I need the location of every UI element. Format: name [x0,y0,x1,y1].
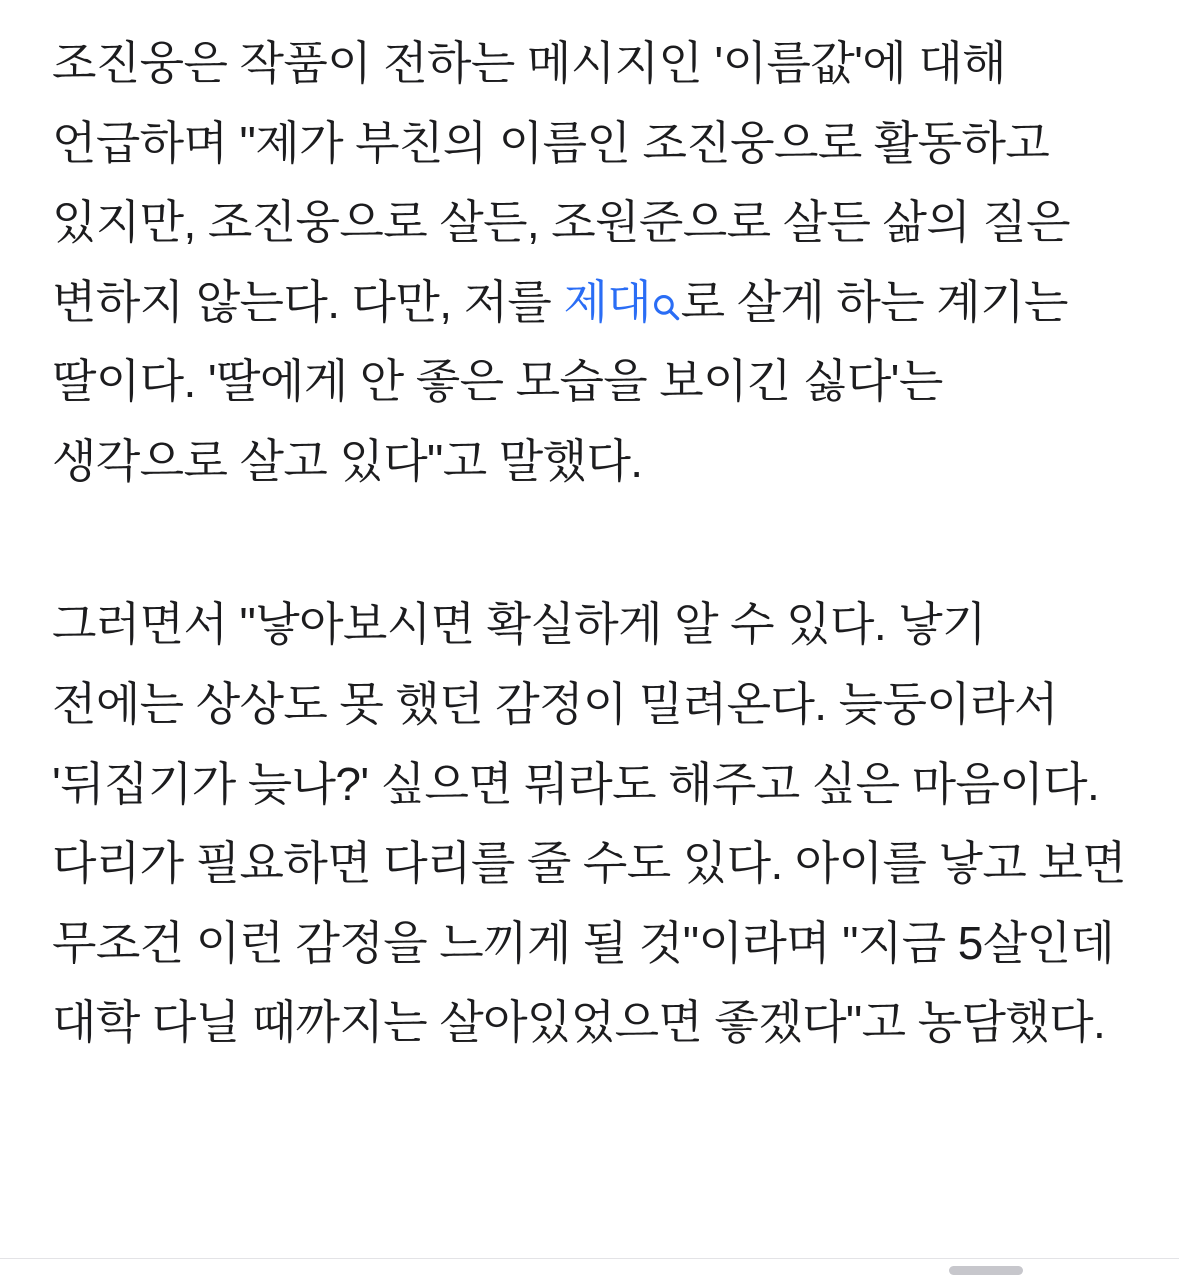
scroll-position-indicator[interactable] [0,1263,1179,1277]
keyword-search-link[interactable] [563,276,680,328]
paragraph-text: 그러면서 "낳아보시면 확실하게 알 수 있다. 낳기 전에는 상상도 못 했던 감정이 밀려온다. 늦둥이라서 '뒤집기가 늦나?' 싶으면 뭐라도 해주고 싶은 마음이다. 다리가 필요하면 다리를 줄 수도 있다. 아이를 낳고 보면 무조건 이런 감정을 느끼게 될 것"이라며 "지금 5살인데 대학 다닐 때까지는 살아있었으면 좋겠다"고 농담했다. [52,598,1127,1049]
search-icon [652,290,681,319]
paragraph-text: 조진웅은 작품이 전하는 메시지인 '이름값'에 대해 언급하며 "제가 부친의 이름인 조진웅으로 활동하고 있지만, 조진웅으로 살든, 조원준으로 살든 삶의 질은 변하지 않는다. 다만, 저를 [52,37,1070,328]
article-paragraph-2 [52,585,1127,1062]
article-paragraph-1 [52,24,1127,501]
bottom-divider [0,1258,1179,1259]
paragraph-text: 로 살게 하는 계기는 딸이다. '딸에게 안 좋은 모습을 보이긴 싫다'는 생각으로 살고 있다"고 말했다. [52,275,1068,487]
scroll-indicator-bar[interactable] [949,1266,1023,1275]
keyword-search-label: 제대 [563,275,652,328]
